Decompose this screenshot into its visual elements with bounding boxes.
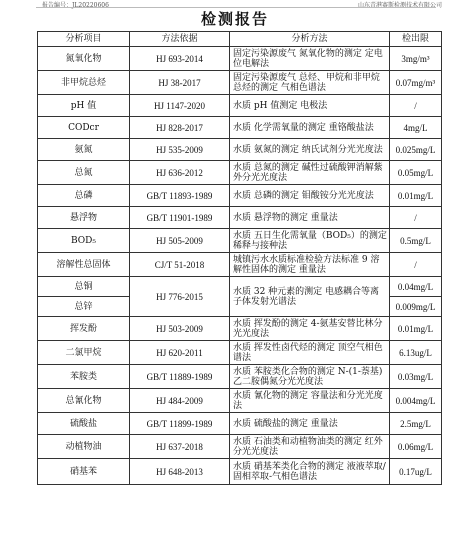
method-cell: 水质 悬浮物的测定 重量法 [230, 207, 390, 229]
col-header-item: 分析项目 [38, 32, 130, 47]
item-cell: 动植物油 [38, 435, 130, 459]
table-row [38, 95, 442, 117]
method-cell: 水质 氨氮的测定 纳氏试剂分光光度法 [230, 139, 390, 161]
limit-cell: 0.01mg/L [390, 185, 442, 207]
method-cell: 水质 氰化物的测定 容量法和分光光度法 [230, 389, 390, 413]
col-header-method: 分析方法 [230, 32, 390, 47]
table-header-row [38, 32, 442, 47]
analysis-table [37, 31, 442, 485]
item-cell: 苯胺类 [38, 365, 130, 389]
method-cell: 水质 pH 值测定 电极法 [230, 95, 390, 117]
standard-cell: HJ 1147-2020 [130, 95, 230, 117]
table-row [38, 277, 442, 297]
table-row [38, 185, 442, 207]
standard-cell: HJ 828-2017 [130, 117, 230, 139]
method-cell: 水质 硫酸盐的测定 重量法 [230, 413, 390, 435]
method-cell: 水质 化学需氧量的测定 重铬酸盐法 [230, 117, 390, 139]
limit-cell: 0.05mg/L [390, 161, 442, 185]
limit-cell: 2.5mg/L [390, 413, 442, 435]
standard-cell: HJ 38-2017 [130, 71, 230, 95]
limit-cell: 0.5mg/L [390, 229, 442, 253]
method-cell: 城镇污水水质标准检验方法标准 9 溶解性固体的测定 重量法 [230, 253, 390, 277]
standard-cell: GB/T 11901-1989 [130, 207, 230, 229]
standard-cell: HJ 776-2015 [130, 277, 230, 317]
item-cell: 悬浮物 [38, 207, 130, 229]
item-cell: CODcr [38, 117, 130, 139]
item-cell: 非甲烷总烃 [38, 71, 130, 95]
table-row [38, 413, 442, 435]
limit-cell: 6.13ug/L [390, 341, 442, 365]
limit-cell: 0.04mg/L [390, 277, 442, 297]
item-cell: 总铜 [38, 277, 130, 297]
limit-cell: / [390, 207, 442, 229]
table-row [38, 341, 442, 365]
company-name: 山东青港赛斯检测技术有限公司 [357, 2, 442, 9]
limit-cell: 0.01mg/L [390, 317, 442, 341]
standard-cell: HJ 535-2009 [130, 139, 230, 161]
item-cell: pH 值 [38, 95, 130, 117]
item-cell: 硫酸盐 [38, 413, 130, 435]
method-cell: 水质 总氮的测定 碱性过硫酸钾消解紫外分光光度法 [230, 161, 390, 185]
item-cell: 总氰化物 [38, 389, 130, 413]
item-cell: 挥发酚 [38, 317, 130, 341]
table-row [38, 161, 442, 185]
method-cell: 水质 32 种元素的测定 电感耦合等离子体发射光谱法 [230, 277, 390, 317]
standard-cell: HJ 484-2009 [130, 389, 230, 413]
item-cell: 溶解性总固体 [38, 253, 130, 277]
standard-cell: HJ 620-2011 [130, 341, 230, 365]
limit-cell: 0.009mg/L [390, 297, 442, 317]
table-row [38, 253, 442, 277]
item-cell: 二氯甲烷 [38, 341, 130, 365]
method-cell: 水质 苯胺类化合物的测定 N-(1-萘基)乙二胺偶氮分光光度法 [230, 365, 390, 389]
table-row [38, 207, 442, 229]
table-row [38, 365, 442, 389]
table-row [38, 229, 442, 253]
item-cell: 总氮 [38, 161, 130, 185]
method-cell: 水质 硝基苯类化合物的测定 液液萃取/固相萃取-气相色谱法 [230, 459, 390, 485]
limit-cell: 0.06mg/L [390, 435, 442, 459]
item-cell: BOD₅ [38, 229, 130, 253]
table-row [38, 435, 442, 459]
limit-cell: 0.07mg/m³ [390, 71, 442, 95]
table-row [38, 47, 442, 71]
standard-cell: GB/T 11899-1989 [130, 413, 230, 435]
limit-cell: 0.03mg/L [390, 365, 442, 389]
standard-cell: CJ/T 51-2018 [130, 253, 230, 277]
limit-cell: / [390, 95, 442, 117]
method-cell: 水质 总磷的测定 钼酸铵分光光度法 [230, 185, 390, 207]
table-row [38, 459, 442, 485]
standard-cell: HJ 505-2009 [130, 229, 230, 253]
method-cell: 水质 挥发性卤代烃的测定 顶空气相色谱法 [230, 341, 390, 365]
standard-cell: HJ 503-2009 [130, 317, 230, 341]
limit-cell: 0.004mg/L [390, 389, 442, 413]
table-row [38, 139, 442, 161]
table-row [38, 117, 442, 139]
item-cell: 氮氧化物 [38, 47, 130, 71]
limit-cell: 0.17ug/L [390, 459, 442, 485]
limit-cell: 3mg/m³ [390, 47, 442, 71]
item-cell: 总锌 [38, 297, 130, 317]
standard-cell: HJ 637-2018 [130, 435, 230, 459]
method-cell: 固定污染源废气 氮氧化物的测定 定电位电解法 [230, 47, 390, 71]
method-cell: 水质 石油类和动植物油类的测定 红外分光光度法 [230, 435, 390, 459]
col-header-standard: 方法依据 [130, 32, 230, 47]
page-title: 检测报告 [200, 10, 269, 28]
method-cell: 水质 挥发酚的测定 4-氨基安替比林分光光度法 [230, 317, 390, 341]
standard-cell: HJ 648-2013 [130, 459, 230, 485]
method-cell: 固定污染源废气 总烃、甲烷和非甲烷总烃的测定 气相色谱法 [230, 71, 390, 95]
item-cell: 硝基苯 [38, 459, 130, 485]
standard-cell: HJ 693-2014 [130, 47, 230, 71]
col-header-limit: 检出限 [390, 32, 442, 47]
table-row [38, 317, 442, 341]
limit-cell: 4mg/L [390, 117, 442, 139]
table-row [38, 389, 442, 413]
limit-cell: / [390, 253, 442, 277]
limit-cell: 0.025mg/L [390, 139, 442, 161]
method-cell: 水质 五日生化需氧量（BOD₅）的测定 稀释与接种法 [230, 229, 390, 253]
table-row [38, 71, 442, 95]
item-cell: 氨氮 [38, 139, 130, 161]
item-cell: 总磷 [38, 185, 130, 207]
standard-cell: HJ 636-2012 [130, 161, 230, 185]
standard-cell: GB/T 11889-1989 [130, 365, 230, 389]
report-number: 报告编号：JL20220606 [42, 2, 109, 9]
standard-cell: GB/T 11893-1989 [130, 185, 230, 207]
